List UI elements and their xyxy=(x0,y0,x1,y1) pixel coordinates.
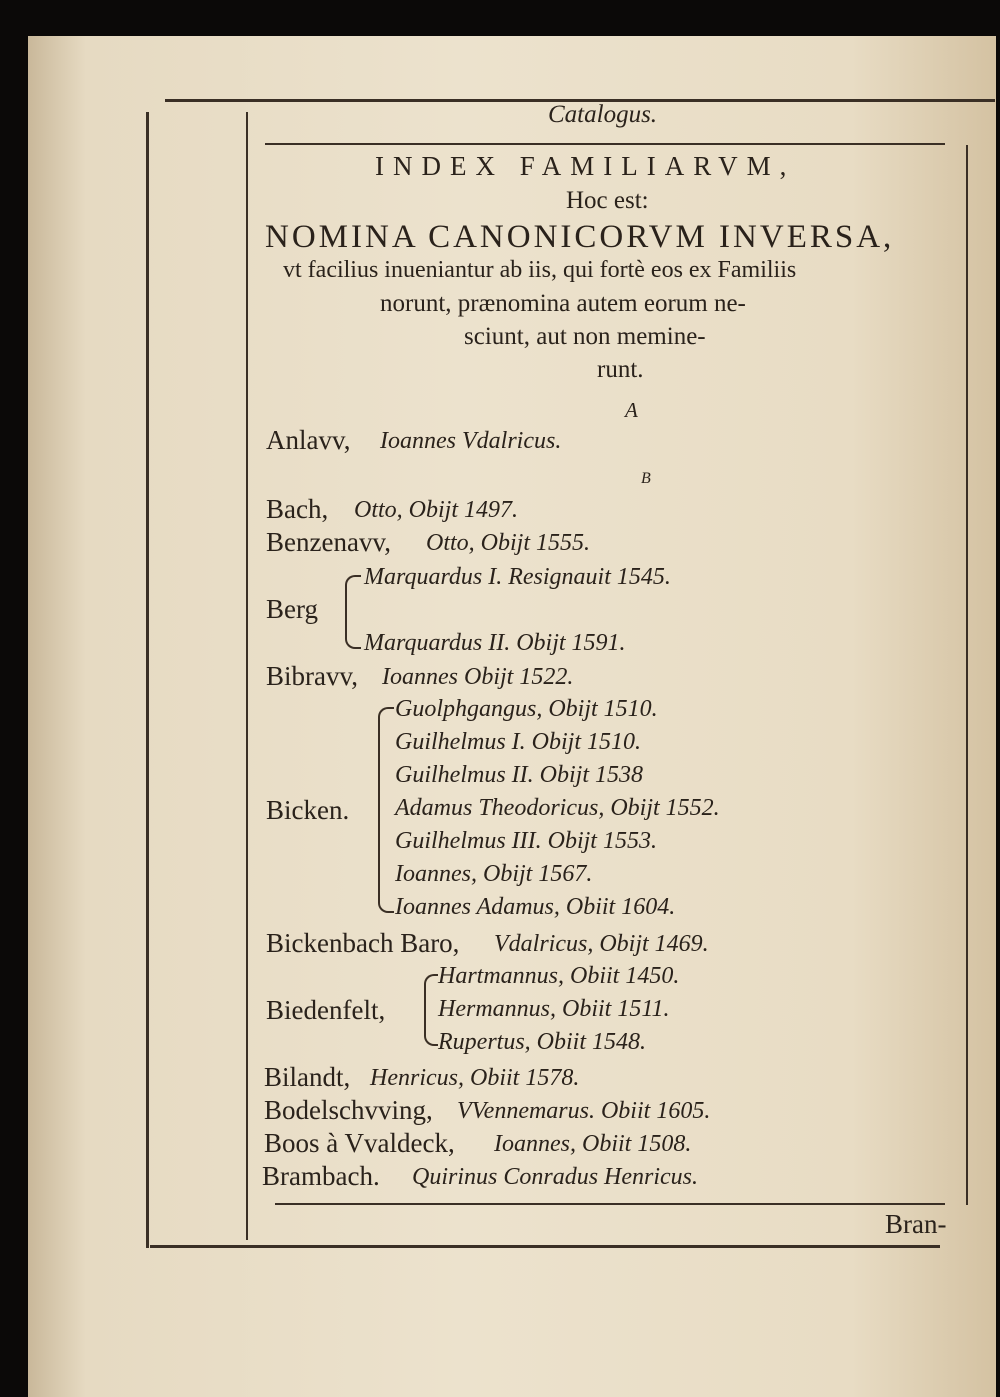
title-line-7: runt. xyxy=(597,356,644,383)
names-benzenavv: Otto, Obijt 1555. xyxy=(426,530,591,556)
family-benzenavv: Benzenavv, xyxy=(266,527,391,557)
bicken-brace xyxy=(378,707,394,913)
title-line-6: sciunt, aut non memine- xyxy=(464,323,706,350)
names-bickenbach: Vdalricus, Obijt 1469. xyxy=(494,931,709,957)
berg-brace xyxy=(345,575,361,649)
section-letter-b: B xyxy=(641,470,651,487)
family-bibravv: Bibravv, xyxy=(266,661,358,691)
bicken-member-6: Ioannes, Obijt 1567. xyxy=(395,861,593,887)
family-bach: Bach, xyxy=(266,494,329,524)
left-frame-rule xyxy=(146,112,149,1248)
running-head: Catalogus. xyxy=(548,101,658,128)
title-line-2: Hoc est: xyxy=(566,187,649,214)
section-letter-a: A xyxy=(625,398,638,422)
berg-member-2: Marquardus II. Obijt 1591. xyxy=(364,630,626,656)
title-line-3: NOMINA CANONICORVM INVERSA, xyxy=(265,219,895,255)
bicken-member-5: Guilhelmus III. Obijt 1553. xyxy=(395,828,657,854)
bottom-rule xyxy=(150,1245,940,1248)
title-line-1: INDEX FAMILIARVM, xyxy=(375,151,796,181)
foot-rule xyxy=(275,1203,945,1205)
bicken-member-7: Ioannes Adamus, Obiit 1604. xyxy=(395,894,676,920)
names-boos: Ioannes, Obiit 1508. xyxy=(494,1131,692,1157)
names-bilandt: Henricus, Obiit 1578. xyxy=(370,1065,580,1091)
family-bilandt: Bilandt, xyxy=(264,1062,351,1092)
family-anlavv: Anlavv, xyxy=(266,425,351,455)
biedenfelt-member-3: Rupertus, Obiit 1548. xyxy=(438,1029,646,1055)
title-line-4: vt facilius inueniantur ab iis, qui fortè eos ex Familiis xyxy=(283,257,797,283)
family-bodelschvving: Bodelschvving, xyxy=(264,1095,433,1125)
bicken-member-3: Guilhelmus II. Obijt 1538 xyxy=(395,762,643,788)
right-frame-rule xyxy=(966,145,968,1205)
biedenfelt-brace xyxy=(424,974,438,1046)
title-line-5: norunt, prænomina autem eorum ne- xyxy=(380,290,746,317)
biedenfelt-member-1: Hartmannus, Obiit 1450. xyxy=(438,963,680,989)
family-bicken: Bicken. xyxy=(266,795,350,825)
names-anlavv: Ioannes Vdalricus. xyxy=(380,428,562,454)
names-bibravv: Ioannes Obijt 1522. xyxy=(382,664,574,690)
bicken-member-1: Guolphgangus, Obijt 1510. xyxy=(395,696,658,722)
family-bickenbach: Bickenbach Baro, xyxy=(266,928,460,958)
biedenfelt-member-2: Hermannus, Obiit 1511. xyxy=(438,996,670,1022)
family-biedenfelt: Biedenfelt, xyxy=(266,995,386,1025)
names-brambach: Quirinus Conradus Henricus. xyxy=(412,1164,699,1190)
catchword: Bran- xyxy=(885,1209,947,1239)
bicken-member-2: Guilhelmus I. Obijt 1510. xyxy=(395,729,641,755)
family-brambach: Brambach. xyxy=(262,1161,380,1191)
bicken-member-4: Adamus Theodoricus, Obijt 1552. xyxy=(395,795,720,821)
berg-member-1: Marquardus I. Resignauit 1545. xyxy=(364,564,671,590)
names-bodelschvving: VVennemarus. Obiit 1605. xyxy=(457,1098,711,1124)
head-rule xyxy=(265,143,945,145)
inner-frame-rule xyxy=(246,112,248,1240)
family-berg: Berg xyxy=(266,594,318,624)
names-bach: Otto, Obijt 1497. xyxy=(354,497,519,523)
family-boos: Boos à Vvaldeck, xyxy=(264,1128,455,1158)
